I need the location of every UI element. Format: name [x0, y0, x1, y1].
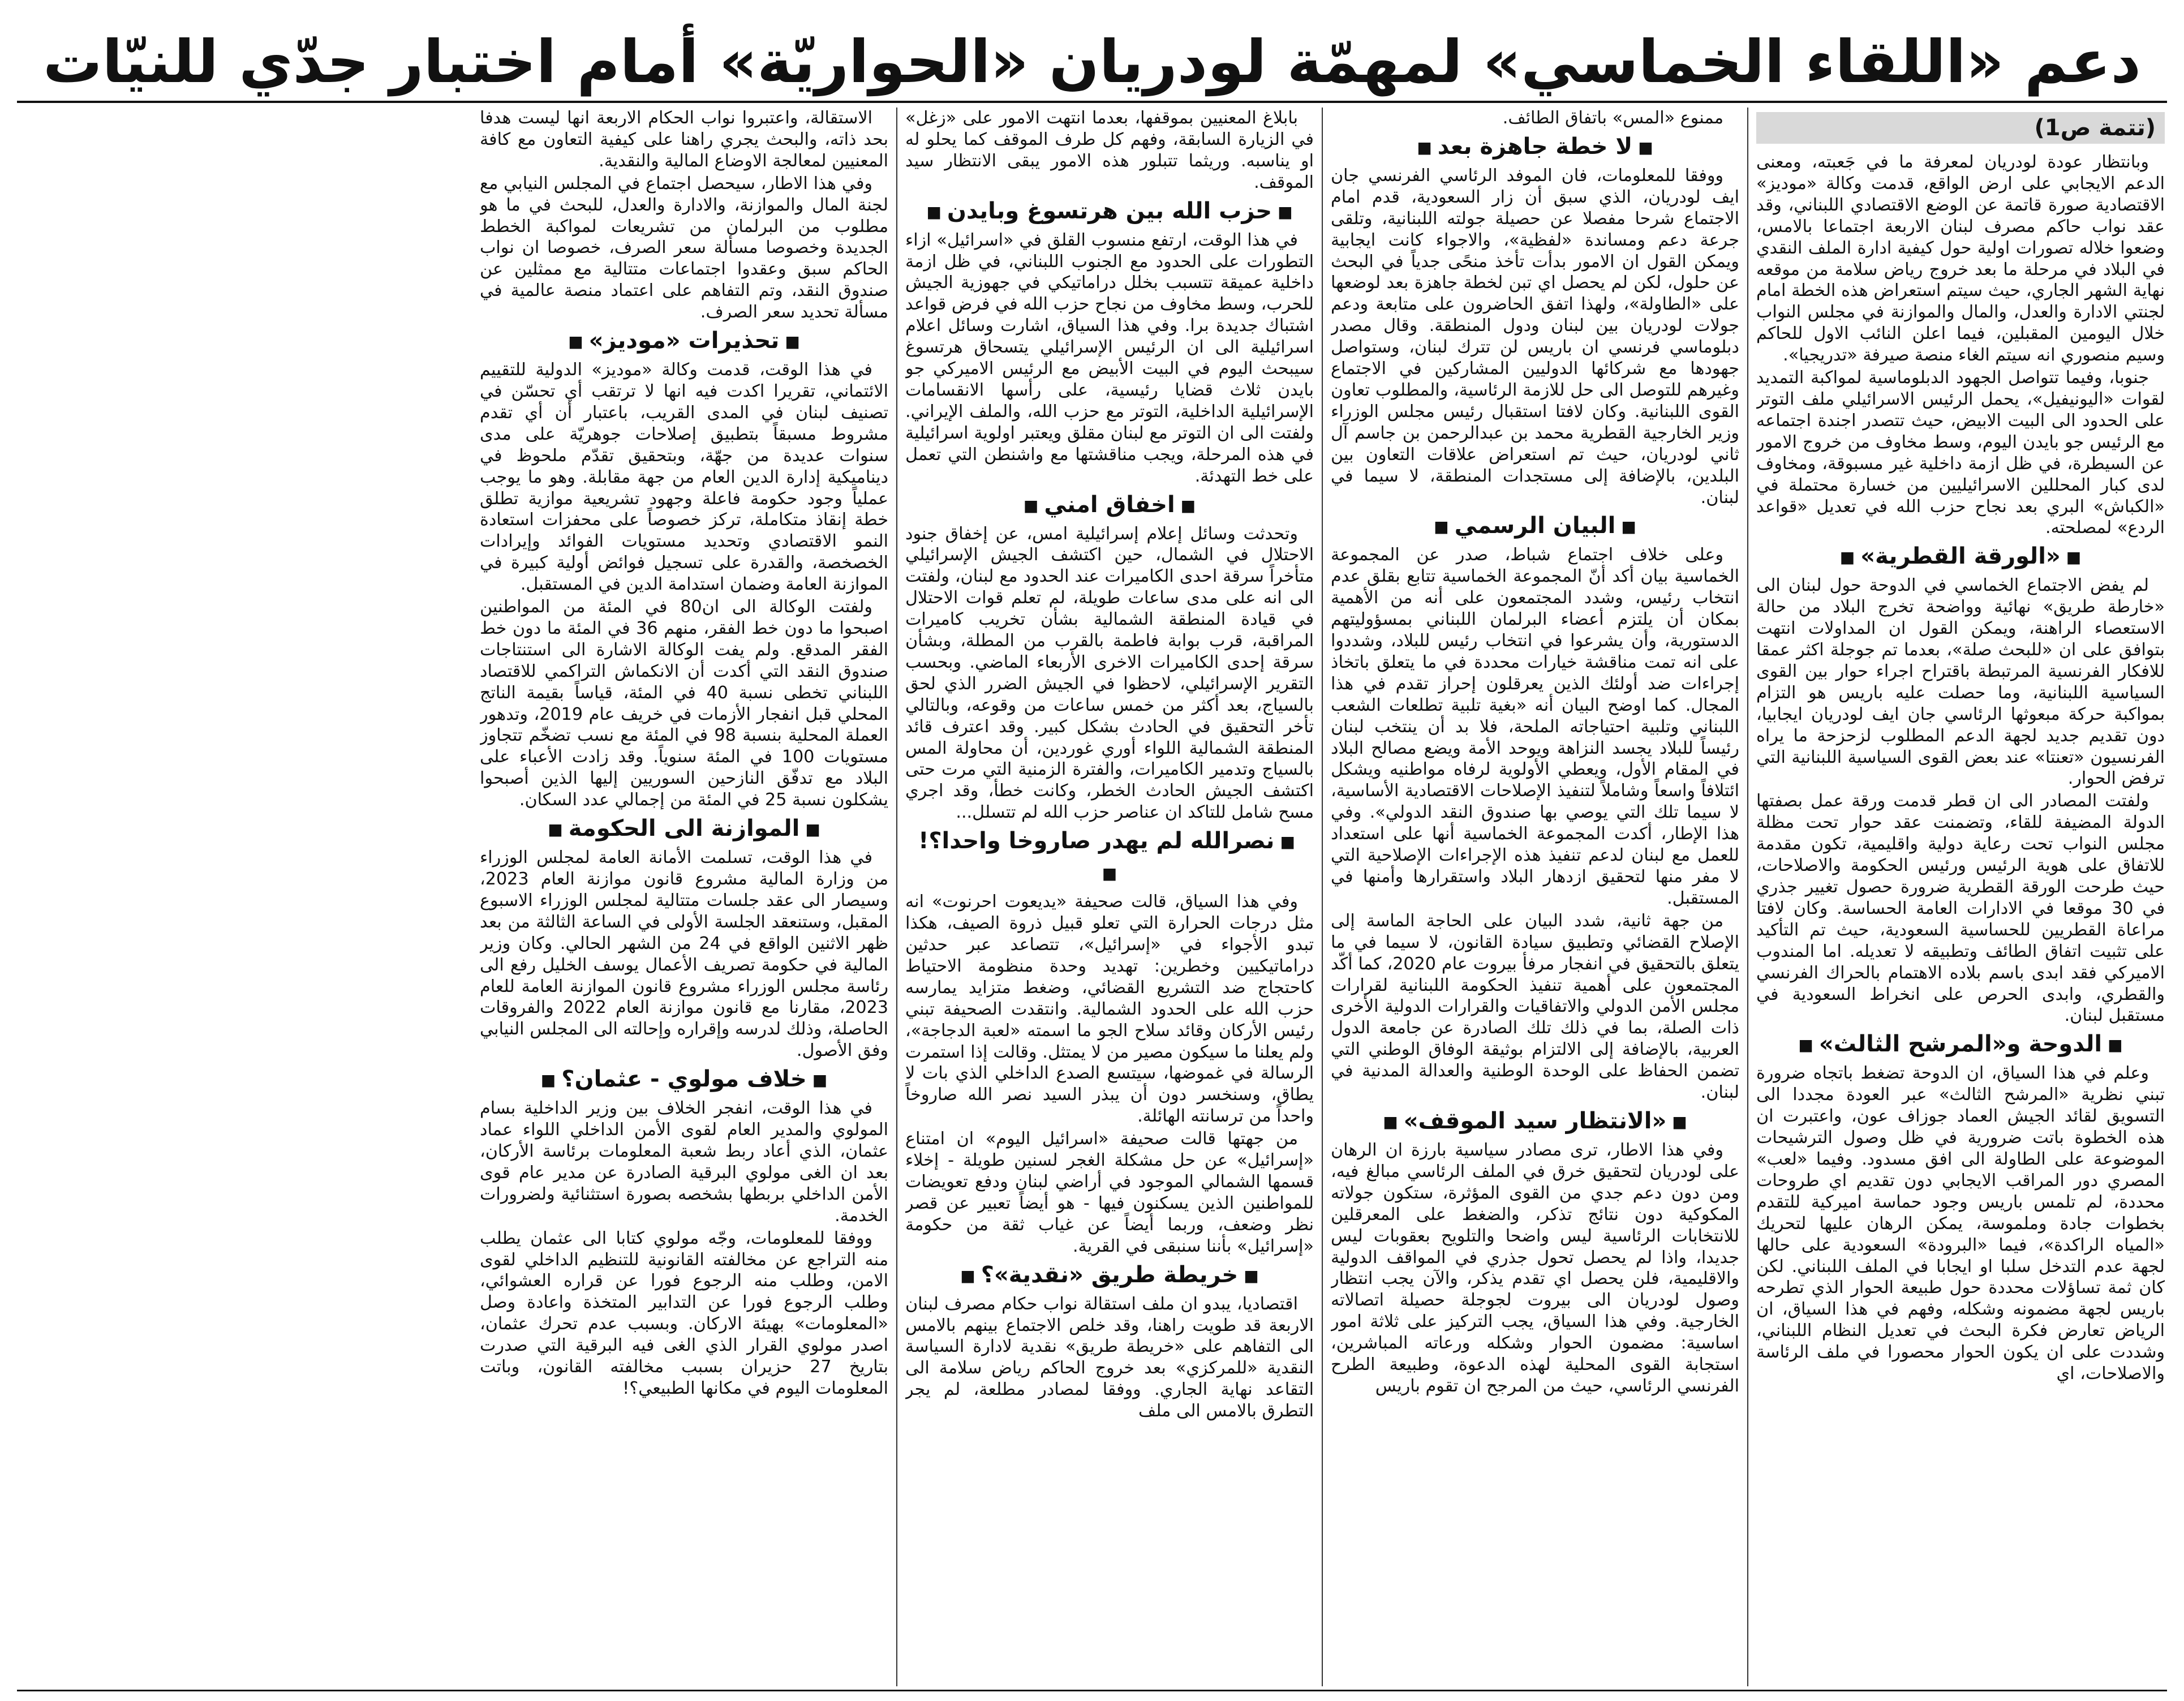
headline: دعم «اللقاء الخماسي» لمهمّة لودريان «الحواريّة» أمام اختبار جدّي للنيّات: [43, 27, 2141, 96]
square-bullet-icon: ■: [1180, 496, 1196, 515]
continuation-label: (تتمة ص1): [1756, 112, 2165, 144]
square-bullet-icon: ■: [1278, 202, 1293, 221]
subheading-text: الموازنة الى الحكومة: [568, 815, 800, 842]
paragraph: من جهة ثانية، شدد البيان على الحاجة الماسة إلى الإصلاح القضائي وتطبيق سيادة القانون، لا سيما في ما يتعلق بالتحقيق في انفجار مرفأ بيروت عام 2020، كما أكّد المجتمعون على أهمية تنفيذ الحكومة اللبنانية لقرارات مجلس الأمن الدولي والاتفاقيات والقرارات الدولية الأخرى ذات الصلة، بما في ذلك تلك الصادرة عن جامعة الدول العربية، بالإضافة إلى الالتزام بوثيقة الوفاق الوطني التي تضمن الحفاظ على الوحدة الوطنية والعدالة المدنية في لبنان.: [1331, 910, 1739, 1103]
square-bullet-icon: ■: [540, 1071, 556, 1090]
paragraph: في هذا الوقت، انفجر الخلاف بين وزير الداخلية بسام المولوي والمدير العام لقوى الأمن الداخلي اللواء عماد عثمان، الذي أعاد ربط شعبة المعلومات برئاسة الأركان، بعد ان الغى مولوي البرقية الصادرة عن مدير عام قوى الأمن الداخلي بربطها بشخصه بصورة استثنائية ولضرورات الخدمة.: [480, 1098, 888, 1226]
square-bullet-icon: ■: [2108, 1036, 2123, 1055]
top-rule: [17, 101, 2167, 103]
paragraph: وعلم في هذا السياق، ان الدوحة تضغط باتجاه ضرورة تبني نظرية «المرشح الثالث» عبر العودة مجددا الى التسويق لقائد الجيش العماد جوزاف عون، واعتبرت ان هذه الخطوة باتت ضرورية في ظل وصول الترشيحات الموضوعة على الطاولة الى افق مسدود. وفيما «لعب» المصري دور المراقب الايجابي دون تقديم اي طروحات محددة، لم تلمس باريس وجود حماسة اميركية للتقدم بخطوات جادة وملموسة، يمكن الرهان عليها لتحريك «المياه الراكدة»، فيما «البرودة» السعودية على حالها لجهة عدم التدخل سلبا او ايجابا في الملف اللبناني. لكن كان ثمة تساؤلات محددة حول طبيعة الحوار الذي تطرحه باريس لجهة مضمونه وشكله، وفهم في هذا السياق، ان الرياض تعارض فكرة البحث في تعديل النظام اللبناني، وشددت على ان يكون الحوار محصورا في ملف الرئاسة والاصلاحات، اي: [1756, 1063, 2165, 1384]
subheading: [1756, 1029, 2165, 1060]
square-bullet-icon: ■: [960, 1266, 975, 1285]
subheading-text: «الانتظار سيد الموقف»: [1403, 1107, 1667, 1134]
square-bullet-icon: ■: [1102, 864, 1117, 883]
subheading-text: خريطة طريق «نقدية»؟: [981, 1261, 1239, 1288]
subheading-text: نصرالله لم يهدر صاروخا واحدا؟!: [918, 828, 1275, 854]
subheading: [905, 489, 1314, 521]
subheading-text: حزب الله بين هرتسوغ وبايدن: [947, 197, 1272, 224]
paragraph: وفي هذا الاطار، ترى مصادر سياسية بارزة ان الرهان على لودريان لتحقيق خرق في الملف الرئاسي مبالغ فيه، ومن دون دعم جدي من القوى المؤثرة، ستكون جولاته المكوكية دون نتائج تذكر، والضغط على المعرقلين للانتخابات الرئاسية ليس واضحا والتلويح بعقوبات ليس جديدا، واذا لم يحصل تحول جذري في المواقف الدولية والاقليمية، فلن يحصل اي تقدم يذكر، والآن يجب انتظار وصول لودريان الى بيروت لجوجلة حصيلة اتصالاته الخارجية. وفي هذا السياق، يجب التركيز على ثلاثة امور اساسية: مضمون الحوار وشكله ورعاته المباشرين، استجابة القوى المحلية لهذه الدعوة، وطبيعة الطرح الفرنسي الرئاسي، حيث من المرجح ان تقوم باريس: [1331, 1140, 1739, 1396]
paragraph: ولفتت المصادر الى ان قطر قدمت ورقة عمل بصفتها الدولة المضيفة للقاء، وتضمنت عقد حوار تحت مظلة مجلس النواب تحت رعاية دولية واقليمية، تكون مقدمة للاتفاق على هوية الرئيس ورئيس الحكومة والاصلاحات، حيث طرحت الورقة القطرية ضرورة حصول تغيير جذري في 30 موقعا في الادارات العامة الحساسة. وكان لافتا مراعاة القطريين للحساسية السعودية، حيث تم التأكيد على تثبيت اتفاق الطائف وتطبيقه لا تعديله. اما المندوب الاميركي فقد ابدى باسم بلاده الاهتمام بالحراك الفرنسي والقطري، وابدى الحرص على انخراط السعودية في مستقبل لبنان.: [1756, 791, 2165, 1026]
subheading: [905, 1260, 1314, 1291]
paragraph: وبانتظار عودة لودريان لمعرفة ما في جَعبته، ومعنى الدعم الايجابي على ارض الواقع، قدمت وكالة «موديز» الاقتصادية صورة قاتمة عن الوضع الاقتصادي اللبناني، وقد عقد نواب حاكم مصرف لبنان الاربعة اجتماعا بالامس، وضعوا خلاله تصورات اولية حول كيفية ادارة الملف النقدي في البلاد في مرحلة ما بعد خروج رياض سلامة من موقعه نهاية الشهر الجاري، حيث سيتم استعراض هذه الخطة امام لجنتي الادارة والعدل، والمال والموازنة في مجلس النواب خلال اليومين المقبلين، فيما اعلن النائب الاول للحاكم وسيم منصوري انه سيتم الغاء منصة صيرفة «تدريجيا».: [1756, 152, 2165, 366]
square-bullet-icon: ■: [1434, 517, 1449, 536]
square-bullet-icon: ■: [568, 332, 583, 351]
square-bullet-icon: ■: [1621, 517, 1636, 536]
square-bullet-icon: ■: [805, 820, 820, 839]
square-bullet-icon: ■: [1638, 138, 1653, 157]
square-bullet-icon: ■: [1839, 548, 1855, 567]
subheading-text: «الورقة القطرية»: [1860, 543, 2061, 570]
paragraph: وفي هذا السياق، قالت صحيفة «يديعوت احرنوت» انه مثل درجات الحرارة التي تعلو قبيل ذروة الصيف، هكذا تبدو الأجواء في «إسرائيل»، تتصاعد عبر حدثين دراماتيكيين وخطرين: تهديد وحدة منظومة الاحتياط كاحتجاج ضد التشريع القضائي، وضغط متزايد يمارسه حزب الله على الحدود الشمالية. وانتقدت الصحيفة تبني رئيس الأركان وقائد سلاح الجو ما اسمته «لعبة الدجاجة»، ولم يعلنا ما سيكون مصير من لا يمتثل. وقالت إذا استمرت الرسالة في غموضها، سيتسع الصدع الداخلي الذي بات لا يطاق، وسنخسر دون أن يبذر السيد نصر الله صاروخاً واحداً من ترسانته الهائلة.: [905, 892, 1314, 1127]
square-bullet-icon: ■: [812, 1071, 828, 1090]
paragraph: الاستقالة، واعتبروا نواب الحكام الاربعة انها ليست هدفا بحد ذاته، والبحث يجري راهنا على كيفية التعاون مع كافة المعنيين لمعالجة الاوضاع المالية والنقدية.: [480, 108, 888, 171]
subheading: [480, 1064, 888, 1096]
paragraph: ووفقا للمعلومات، وجّه مولوي كتابا الى عثمان يطلب منه التراجع عن مخالفته القانونية للتنظيم الداخلي لقوى الامن، وطلب منه الرجوع فورا عن قراره العشوائي، وطلب الرجوع فورا عن التدابير المتخذة واعادة وصل «المعلومات» بهيئة الاركان. وبسبب عدم تحرك عثمان، اصدر مولوي القرار الذي الغى فيه البرقية التي صدرت بتاريخ 27 حزيران بسبب مخالفته القانون، وباتت المعلومات اليوم في مكانها الطبيعي؟!: [480, 1228, 888, 1398]
square-bullet-icon: ■: [1798, 1036, 1813, 1055]
subheading-text: تحذيرات «موديز»: [588, 328, 780, 354]
paragraph: جنوبا، وفيما تتواصل الجهود الدبلوماسية لمواكبة التمديد لقوات «اليونيفيل»، يحمل الرئيس الاسرائيلي ملف التوتر على الحدود الى البيت الابيض، حيث تتصدر اجندة اجتماعه مع الرئيس جو بايدن اليوم، وسط مخاوف من خروج الامور عن السيطرة، في ظل ازمة داخلية غير مسبوقة، ومخاوف لدى كبار المحللين الاسرائيليين من خسارة محتملة في «الكباش» البري بعد نجاح حزب الله في تعديل «قواعد الردع» لمصلحته.: [1756, 368, 2165, 538]
subheading-text: الدوحة و«المرشح الثالث»: [1818, 1031, 2103, 1058]
column-divider: [1322, 108, 1323, 1686]
square-bullet-icon: ■: [1244, 1266, 1259, 1285]
paragraph: وعلى خلاف اجتماع شباط، صدر عن المجموعة الخماسية بيان أكد أنّ المجموعة الخماسية تتابع بقلق عدم انتخاب رئيس، وشدد المجتمعون على أنه من الأهمية بمكان أن يلتزم أعضاء البرلمان اللبناني بمسؤوليتهم الدستورية، وأن يشرعوا في انتخاب رئيس للبلاد، وشددوا على انه تمت مناقشة خيارات محددة في ما يتعلق باتخاذ إجراءات ضد أولئك الذين يعرقلون إحراز تقدم في هذا المجال. كما اوضح البيان أنه «بغية تلبية تطلعات الشعب اللبناني وتلبية احتياجاته الملحة، فلا بد أن ينتخب لبنان رئيساً للبلاد يجسد النزاهة ويوحد الأمة ويضع مصالح البلاد في المقام الأول، ويعطي الأولوية لرفاه مواطنيه ويشكل ائتلافاً واسعاً وشاملاً لتنفيذ الإصلاحات الاقتصادية الأساسية، لا سيما تلك التي يوصي بها صندوق النقد الدولي». وفي هذا الإطار، أكدت المجموعة الخماسية أنها على استعداد للعمل مع لبنان لدعم تنفيذ هذه الإجراءات الإصلاحية التي لا مفر منها لتحقيق ازدهار البلاد واستقرارها وأمنها في المستقبل.: [1331, 545, 1739, 908]
paragraph: وتحدثت وسائل إعلام إسرائيلية امس، عن إخفاق جنود الاحتلال في الشمال، حين اكتشف الجيش الإسرائيلي متأخراً سرقة احدى الكاميرات عند الحدود مع لبنان، ولفتت الى انه على مدى ساعات طويلة، لم تعلم قوات الاحتلال في قيادة المنطقة الشمالية بشأن تخريب كاميرات المراقبة، قرب بوابة فاطمة بالقرب من المطلة، وبشأن سرقة إحدى الكاميرات الاخرى الأربعاء الماضي. وبحسب التقرير الإسرائيلي، لاحظوا في الجيش الضرر الذي لحق بالسياج، بعد أكثر من خمس ساعات من وقوعه، وبالتالي تأخر التحقيق في الحادث بشكل كبير. وقد اعترف قائد المنطقة الشمالية اللواء أوري غوردين، أن محاولة المس بالسياج وتدمير الكاميرات، والفترة الزمنية التي مرت حتى اكتشف الجيش الحادث الخطر، وكانت خطأ، وقد اجري مسح شامل للتاكد ان عناصر حزب الله لم تتسلل...: [905, 523, 1314, 823]
paragraph: لم يفض الاجتماع الخماسي في الدوحة حول لبنان الى «خارطة طريق» نهائية وواضحة تخرج البلاد من حالة الاستعصاء الراهنة، ويمكن القول ان المداولات انتهت بتوافق على ان «للبحث صلة»، بعدما تم جوجلة اكثر عمقا للافكار الفرنسية المرتبطة باقتراح اجراء حوار بين القوى السياسية اللبنانية، وما حصلت عليه باريس هو التزام بمواكبة حركة مبعوثها الرئاسي جان ايف لودريان ايجابيا، دون تقديم جديد لجهة الدعم المطلوب لزحزحة ما يراه الفرنسيون «تعنتا» عند بعض القوى السياسية اللبنانية التي ترفض الحوار.: [1756, 575, 2165, 789]
paragraph: اقتصاديا، يبدو ان ملف استقالة نواب حكام مصرف لبنان الاربعة قد طويت راهنا، وقد خلص الاجتماع بينهم بالامس الى التفاهم على «خريطة طريق» نقدية لادارة السياسة النقدية «للمركزي» بعد خروج الحاكم رياض سلامة الى التقاعد نهاية الجاري. ووفقا لمصادر مطلعة، لم يجر التطرق بالامس الى ملف: [905, 1294, 1314, 1421]
square-bullet-icon: ■: [2066, 548, 2082, 567]
paragraph: في هذا الوقت، ارتفع منسوب القلق في «اسرائيل» ازاء التطورات على الحدود مع الجنوب اللبناني، في ظل ازمة داخلية عميقة تتسبب بخلل دراماتيكي في جهوزية الجيش للحرب، وسط مخاوف من نجاح حزب الله في فرض قواعد اشتباك جديدة برا. وفي هذا السياق، اشارت وسائل اعلام اسرائيلية الى ان الرئيس الإسرائيلي يتسحاق هرتسوغ سيبحث اليوم في البيت الأبيض مع الرئيس الاميركي جو بايدن ثلاث قضايا رئيسية، على رأسها الانقسامات الإسرائيلية الداخلية، التوتر مع حزب الله، والملف الإيراني. ولفتت الى ان التوتر مع لبنان مقلق ويعتبر اولوية اسرائيلية في هذه المرحلة، ويجب مناقشتها مع واشنطن التي تعمل على خط التهدئة.: [905, 230, 1314, 486]
paragraph: من جهتها قالت صحيفة «اسرائيل اليوم» ان امتناع «إسرائيل» عن حل مشكلة الغجر لسنين طويلة - إخلاء قسمها الشمالي الموجود في أراضي لبنان ودفع تعويضات للمواطنين الذين يسكنون فيها - هو أيضاً تعبير عن قصر نظر وضعف، وربما أيضاً عن غياب ثقة من حكومة «إسرائيل» بأننا سنبقى في القرية.: [905, 1129, 1314, 1256]
square-bullet-icon: ■: [1417, 138, 1432, 157]
square-bullet-icon: ■: [1023, 496, 1039, 515]
subheading: [480, 813, 888, 845]
column-divider: [1747, 108, 1748, 1686]
subheading: [480, 325, 888, 357]
square-bullet-icon: ■: [548, 820, 563, 839]
bottom-rule: [17, 1690, 2167, 1691]
square-bullet-icon: ■: [926, 202, 941, 221]
column-1: [1756, 108, 2165, 1686]
column-3: [905, 108, 1314, 1686]
column-2: [1331, 108, 1739, 1686]
paragraph: ووفقا للمعلومات، فان الموفد الرئاسي الفرنسي جان ايف لودريان، الذي سبق أن زار السعودية، قدم امام الاجتماع شرحا مفصلا عن حصيلة جولته اللبنانية، وتلقى جرعة دعم ومساندة «لفظية»، والاجواء كانت ايجابية ويمكن القول ان الامور بدأت تأخذ منحًى جدياً في البحث عن حلول، لكن لم يحصل اي تبن لخطة جاهزة بعد لوضعها على «الطاولة»، ولهذا اتفق الحاضرون على متابعة ودعم جولات لودريان بين لبنان ودول المنطقة. وقال مصدر دبلوماسي فرنسي ان باريس لن تترك لبنان، وستواصل جهودها مع شركائها الدوليين المشاركين في الاجتماع وغيرهم للتوصل الى حل للازمة الرئاسية، والمطلوب تعاون القوى اللبنانية. وكان لافتا استقبال رئيس مجلس الوزراء وزير الخارجية القطرية محمد بن عبدالرحمن بن جاسم آل ثاني لودريان، حيث تم استعراض علاقات التعاون بين البلدين، بالإضافة إلى مستجدات المنطقة، لا سيما في لبنان.: [1331, 165, 1739, 508]
column-4: [480, 108, 888, 1686]
subheading: [1331, 1106, 1739, 1137]
square-bullet-icon: ■: [1672, 1112, 1687, 1131]
square-bullet-icon: ■: [785, 332, 800, 351]
paragraph: في هذا الوقت، قدمت وكالة «موديز» الدولية للتقييم الائتماني، تقريرا اكدت فيه انها لا ترتقب أي تحسّن في تصنيف لبنان في المدى القريب، باعتبار أن أي تقدم مشروط مسبقاً بتطبيق إصلاحات جوهريّة على مدى سنوات عديدة من جهّة، وبتحقيق تقدّم ملحوظ في ديناميكية إدارة الدين العام من جهة مقابلة. وهو ما يوجب عملياً وجود حكومة فاعلة وجهود تشريعية موازية تطلق خطة إنقاذ متكاملة، تركز خصوصاً على محفزات استعادة النمو الاقتصادي وتحديد مستويات الفوائد وإيرادات الخصخصة، والقدرة على تسجيل فوائض أولية كبيرة في الموازنة العامة وضمان استدامة الدين في المستقبل.: [480, 360, 888, 595]
square-bullet-icon: ■: [1280, 832, 1295, 852]
subheading: [905, 826, 1314, 889]
column-divider: [896, 108, 897, 1686]
subheading: [1756, 541, 2165, 573]
paragraph: ولفتت الوكالة الى ان80 في المئة من المواطنين اصبحوا ما دون خط الفقر، منهم 36 في المئة ما دون خط الفقر المدقع. ولم يفت الوكالة الاشارة الى استنتاجات صندوق النقد التي أكدت أن الانكماش التراكمي للاقتصاد اللبناني تخطى نسبة 40 في المئة، قياساً بقيمة الناتج المحلي قبل انفجار الأزمات في خريف عام 2019، وتدهور العملة المحلية بنسبة 98 في المئة مع نسب تضخّم تتجاوز مستويات 100 في المئة سنوياً. وقد زادت الأعباء على البلاد مع تدفّق النازحين السوريين إليها الذين أصبحوا يشكلون نسبة 25 في المئة من إجمالي عدد السكان.: [480, 597, 888, 810]
paragraph: في هذا الوقت، تسلمت الأمانة العامة لمجلس الوزراء من وزارة المالية مشروع قانون موازنة العام 2023، وسيصار الى عقد جلسات متتالية لمجلس الوزراء الاسبوع المقبل، وستنعقد الجلسة الأولى في الساعة الثالثة من بعد ظهر الاثنين الواقع في 24 من الشهر الحالي. وكان وزير المالية في حكومة تصريف الأعمال يوسف الخليل رفع الى رئاسة مجلس الوزراء مشروع قانون الموازنة العامة للعام 2023، مقارنا مع قانون موازنة العام 2022 والفروقات الحاصلة، وذلك لدرسه وإقراره وإحالته الى المجلس النيابي وفق الأصول.: [480, 848, 888, 1061]
subheading-text: خلاف مولوي - عثمان؟: [561, 1066, 807, 1093]
subheading-text: اخفاق امني: [1044, 491, 1175, 518]
paragraph: بابلاغ المعنيين بموقفها، بعدما انتهت الامور على «زغل» في الزيارة السابقة، وفهم كل طرف الموقف كما يحلو له او يناسبه. وريثما تتبلور هذه الامور يبقى الانتظار سيد الموقف.: [905, 108, 1314, 192]
subheading: [905, 196, 1314, 227]
paragraph: وفي هذا الاطار، سيحصل اجتماع في المجلس النيابي مع لجنة المال والموازنة، والادارة والعدل، للبحث في ما هو مطلوب من البرلمان من تشريعات لمواكبة الخطط الجديدة وخصوصا مسألة سعر الصرف، خصوصا ان نواب الحاكم سبق وعقدوا اجتماعات متتالية مع ممثلين عن صندوق النقد، وتم التفاهم على اعتماد منصة عالمية في مسألة تحديد سعر الصرف.: [480, 173, 888, 323]
paragraph: ممنوع «المس» باتفاق الطائف.: [1502, 108, 1723, 128]
square-bullet-icon: ■: [1383, 1112, 1398, 1131]
subheading-text: لا خطة جاهزة بعد: [1437, 133, 1633, 160]
subheading: [1331, 131, 1739, 163]
subheading-text: البيان الرسمي: [1454, 513, 1616, 539]
subheading: [1331, 510, 1739, 542]
